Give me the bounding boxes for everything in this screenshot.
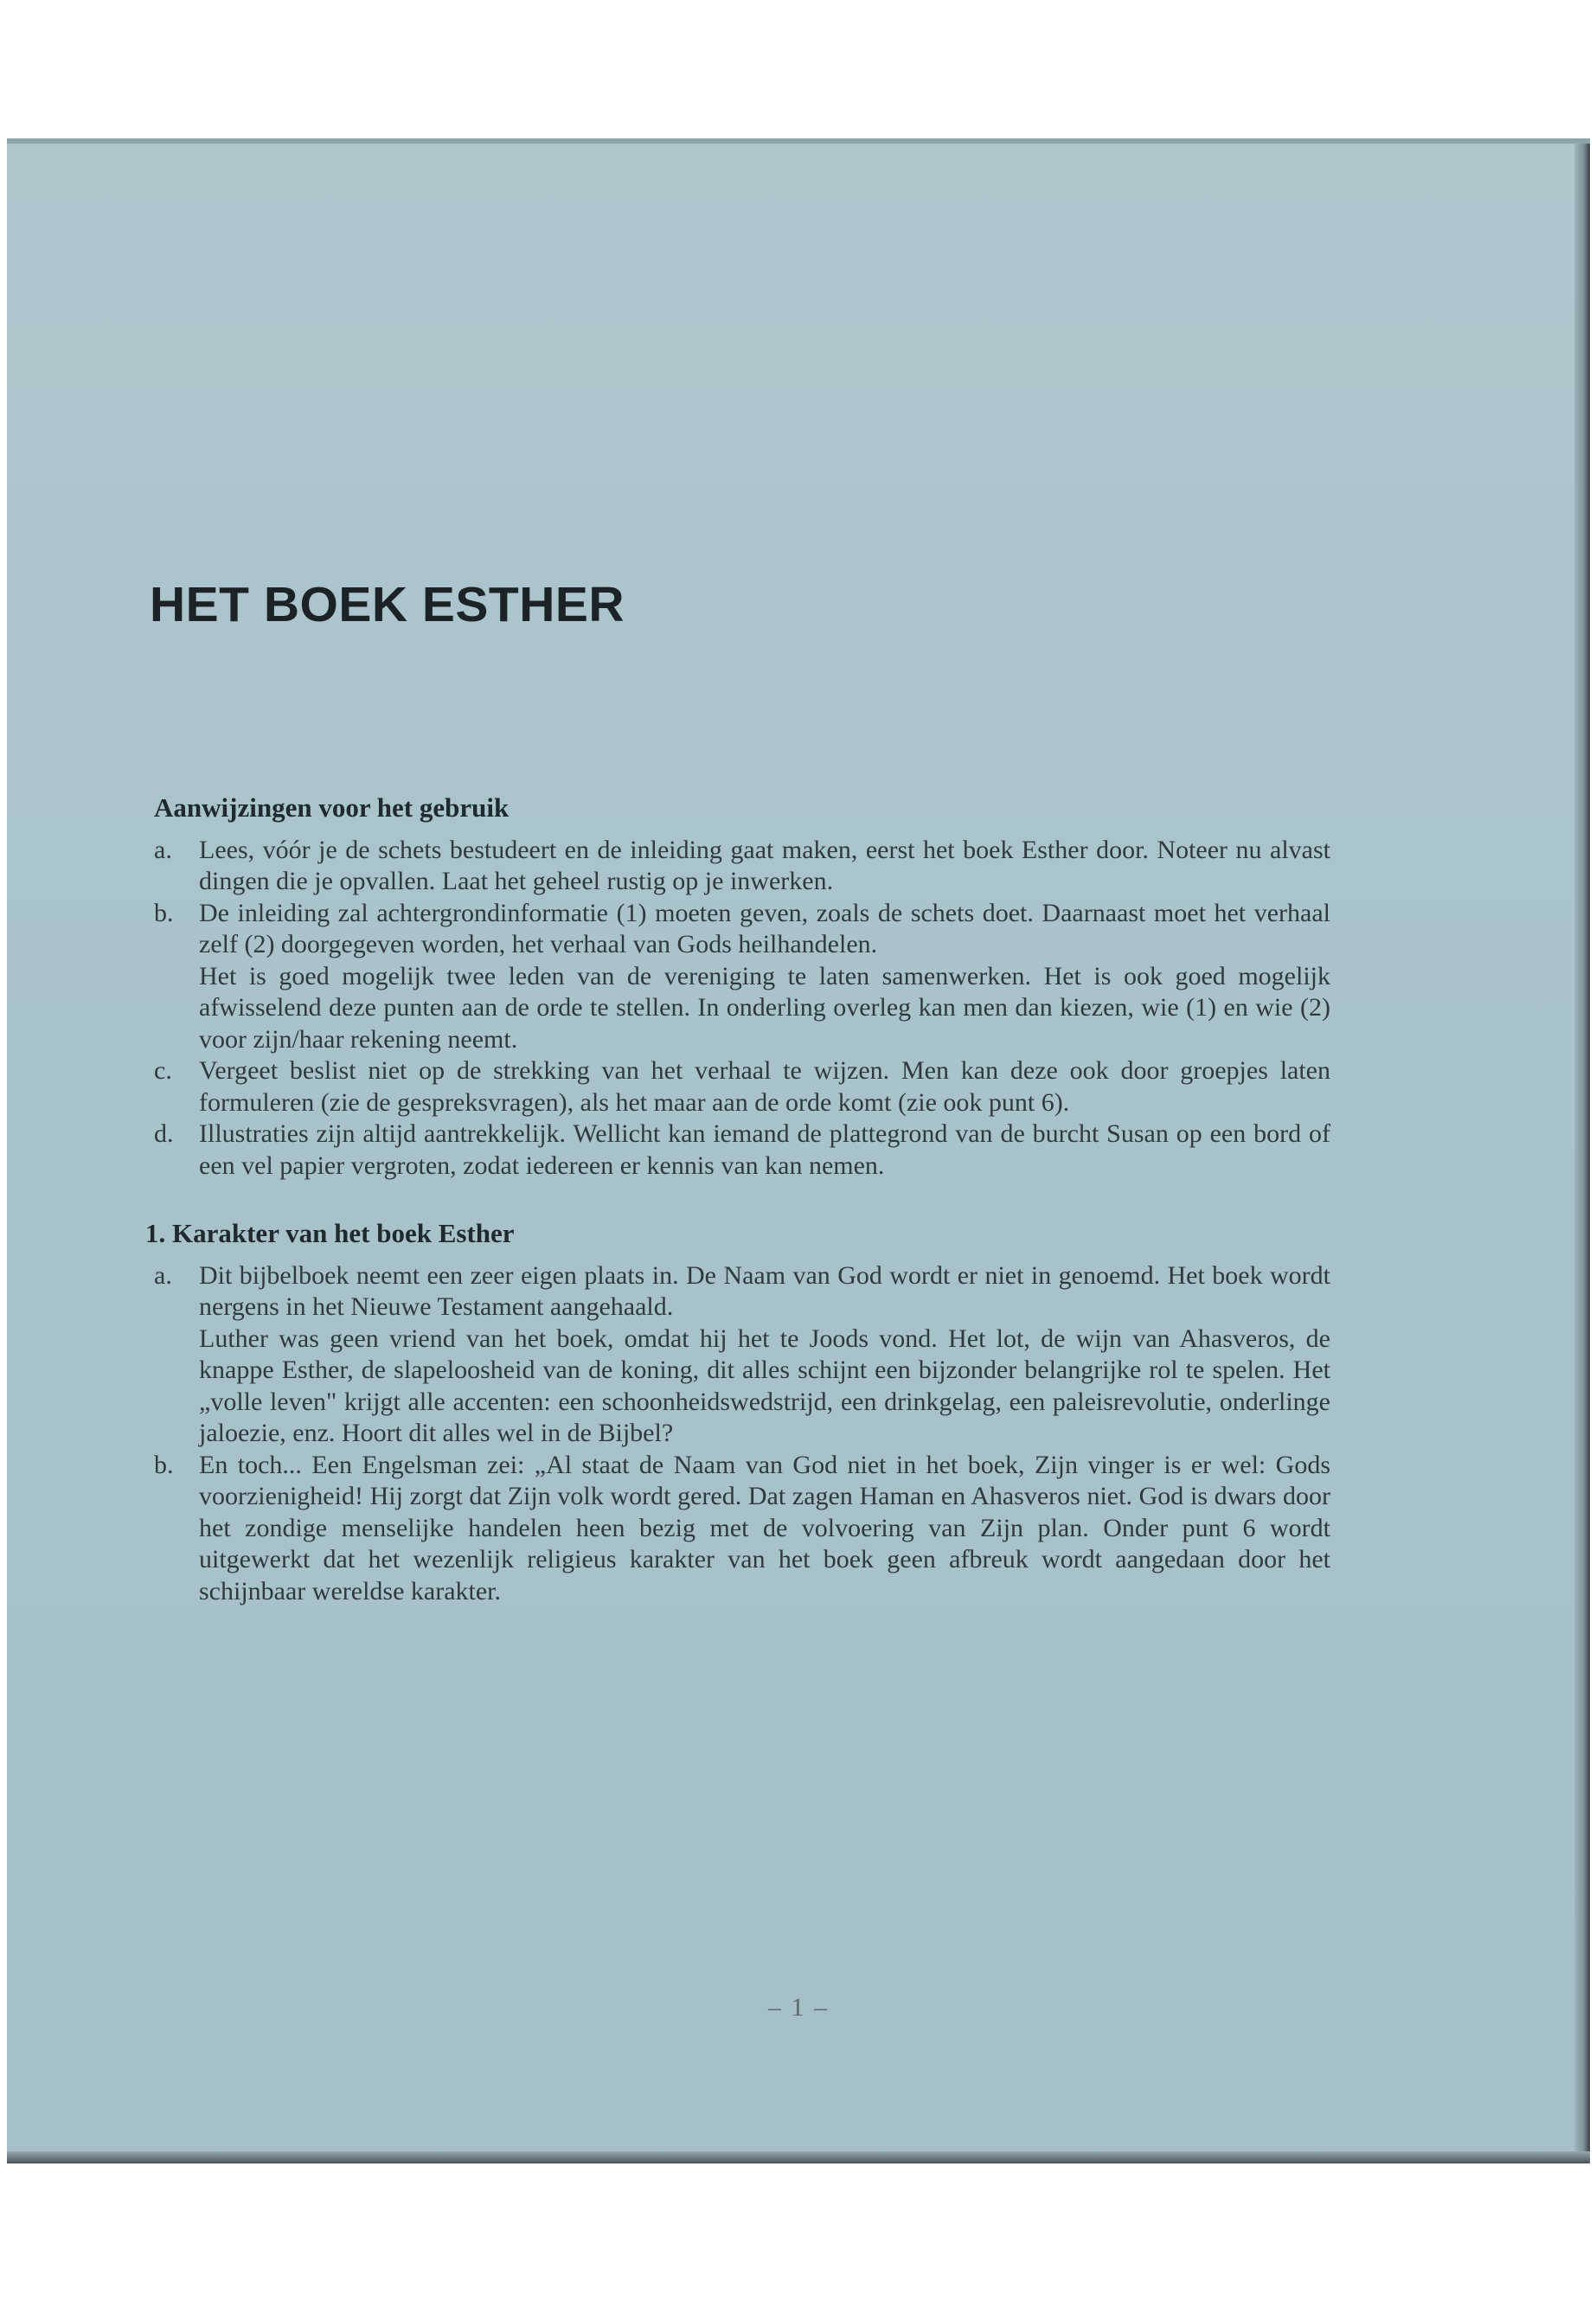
section-heading: Aanwijzingen voor het gebruik bbox=[154, 792, 510, 823]
paragraph: Dit bijbelboek neemt een zeer eigen plaats in. De Naam van God wordt er niet in genoemd. Het boek wordt nergens in het Nieuwe Testament aangehaald. bbox=[199, 1260, 1330, 1321]
paragraph: En toch... Een Engelsman zei: „Al staat de Naam van God niet in het boek, Zijn vinger is er wel: Gods voorzienigheid! Hij zorgt dat Zijn volk wordt gered. Dat zagen Haman en Ahasveros niet. God is dwars door het zondige menselijke handelen heen bezig met de volvoering van Zijn plan. Onder punt 6 wordt uitgewerkt dat het wezenlijk religieus karakter van het boek geen afbreuk wordt aangedaan door het schijnbaar wereldse karakter. bbox=[199, 1450, 1330, 1606]
page-title: HET BOEK ESTHER bbox=[150, 577, 625, 632]
list-marker: b. bbox=[154, 1450, 174, 1479]
list-item bbox=[154, 1055, 1330, 1118]
paragraph: Luther was geen vriend van het boek, omdat hij het te Joods vond. Het lot, de wijn van Ahasveros, de knappe Esther, de slapeloosheid van de koning, dit alles schijnt een bijzonder belangrijke rol te spelen. Het „volle leven" krijgt alle accenten: een schoonheidswedstrijd, een drinkgelag, een paleisrevolutie, onderlinge jaloezie, enz. Hoort dit alles wel in de Bijbel? bbox=[199, 1324, 1330, 1447]
paragraph: De inleiding zal achtergrondinformatie (1) moeten geven, zoals de schets doet. Daarnaast moet het verhaal zelf (2) doorgegeven worden, het verhaal van Gods heilhandelen. bbox=[199, 898, 1330, 958]
page-content bbox=[145, 792, 1330, 1607]
paragraph: Vergeet beslist niet op de strekking van het verhaal te wijzen. Men kan deze ook door groepjes laten formuleren (zie de gespreksvragen), als het maar aan de orde komt (zie ook punt 6). bbox=[199, 1056, 1330, 1117]
list-marker: c. bbox=[154, 1056, 172, 1085]
section-heading: 1. Karakter van het boek Esther bbox=[145, 1218, 515, 1248]
paragraph: Lees, vóór je de schets bestudeert en de inleiding gaat maken, eerst het boek Esther door. Noteer nu alvast dingen die je opvallen. Laat het geheel rustig op je inwerken. bbox=[199, 835, 1330, 895]
list-marker: b. bbox=[154, 898, 174, 927]
list-item bbox=[154, 835, 1330, 898]
list-item bbox=[154, 1118, 1330, 1182]
list-item bbox=[154, 1260, 1330, 1450]
list-marker: a. bbox=[154, 835, 172, 864]
section-character bbox=[145, 1218, 1330, 1607]
scanned-page bbox=[7, 138, 1590, 2163]
list-item bbox=[154, 898, 1330, 1056]
page-edge-right bbox=[1574, 144, 1590, 2163]
section-instructions bbox=[154, 792, 1330, 1182]
list-item bbox=[154, 1450, 1330, 1608]
list-marker: a. bbox=[154, 1260, 172, 1290]
list-marker: d. bbox=[154, 1119, 174, 1148]
paragraph: Het is goed mogelijk twee leden van de vereniging te laten samenwerken. Het is ook goed mogelijk afwisselend deze punten aan de orde te stellen. In onderling overleg kan men dan kiezen, wie (1) en wie (2) voor zijn/haar rekening neemt. bbox=[199, 961, 1330, 1054]
paragraph: Illustraties zijn altijd aantrekkelijk. Wellicht kan iemand de plattegrond van de burcht Susan op een bord of een vel papier vergroten, zodat iedereen er kennis van kan nemen. bbox=[199, 1119, 1330, 1180]
page-edge-bottom bbox=[7, 2151, 1590, 2163]
page-number: – 1 – bbox=[768, 1993, 829, 2022]
